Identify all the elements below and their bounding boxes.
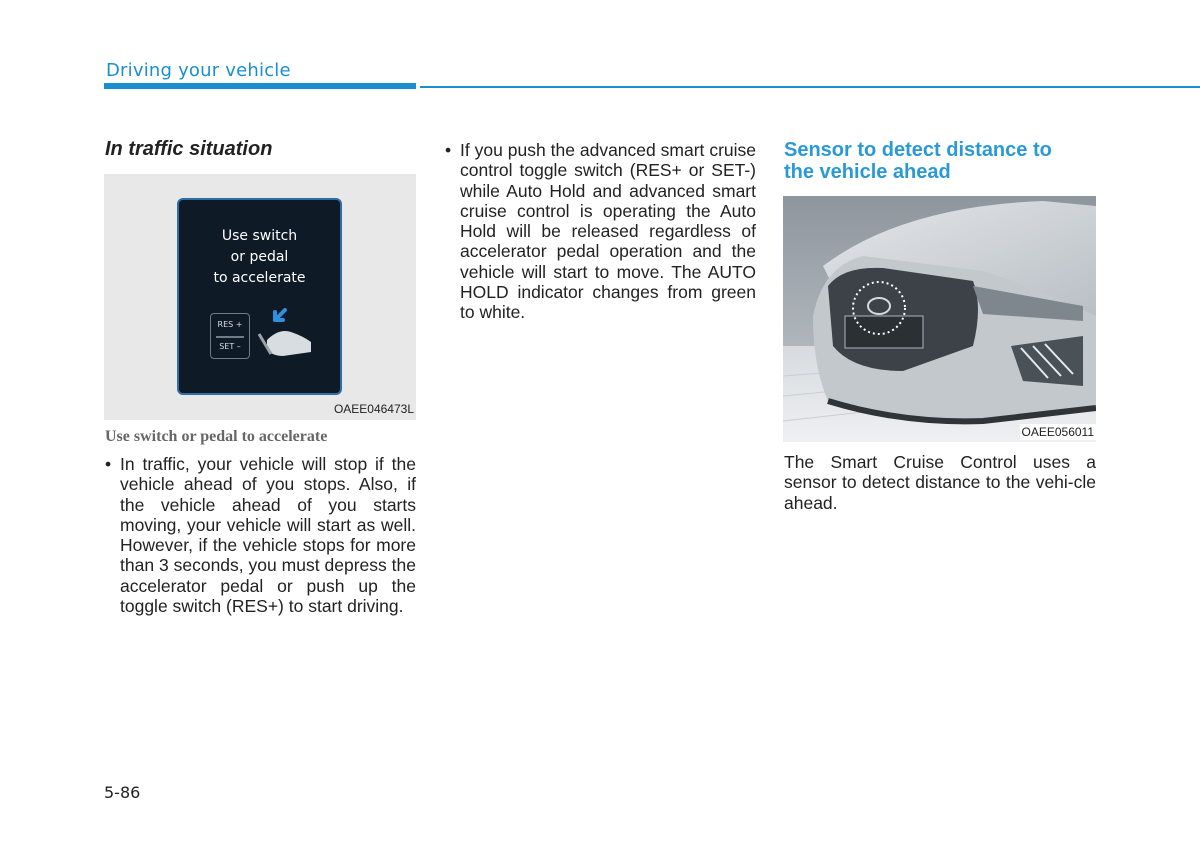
figure-car-sensor [783,196,1096,442]
foot-pedal-icon [257,304,319,366]
page-number: 5-86 [104,783,141,802]
cluster-display [177,198,342,395]
figure-accelerate [104,174,416,420]
header-rule-thin [420,86,1200,88]
display-line: Use switch [221,228,298,244]
subheading-traffic: In traffic situation [105,138,273,160]
car-front-illustration [783,196,1096,442]
header-rule-thick [104,83,416,89]
heading-sensor: Sensor to detect distance to the vehicle ahead [784,139,1052,183]
res-label: RES + [217,320,243,329]
display-message [179,226,340,289]
figure-code: OAEE056011 [1021,425,1094,439]
display-line: or pedal [230,249,289,265]
figure-caption: Use switch or pedal to accelerate [105,428,328,445]
bullet-traffic [105,454,416,617]
figure-code: OAEE046473L [333,402,414,416]
bullet-dot: • [445,140,452,160]
bullet-dot: • [105,454,112,474]
toggle-switch-icon [210,313,250,359]
bullet-text: If you push the advanced smart cruise control toggle switch (RES+ or SET-) while Auto Hold and advanced smart cruise control is operating the Auto Hold will be released regardless of accelerator pedal operation and the vehicle will start to move. The AUTO HOLD indicator changes from green to white. [460,140,756,323]
bullet-auto-hold [445,140,756,323]
sensor-description: The Smart Cruise Control uses a sensor to detect distance to the vehi-cle ahead. [784,452,1096,513]
section-title: Driving your vehicle [106,60,291,81]
display-line: to accelerate [213,270,306,286]
set-label: SET – [219,342,241,351]
bullet-text: In traffic, your vehicle will stop if the vehicle ahead of you stops. Also, if the vehicle ahead of you starts moving, your vehicle will start as well. However, if the vehicle stops for more than 3 seconds, you must depress the accelerator pedal or push up the toggle switch (RES+) to start driving. [120,454,416,617]
